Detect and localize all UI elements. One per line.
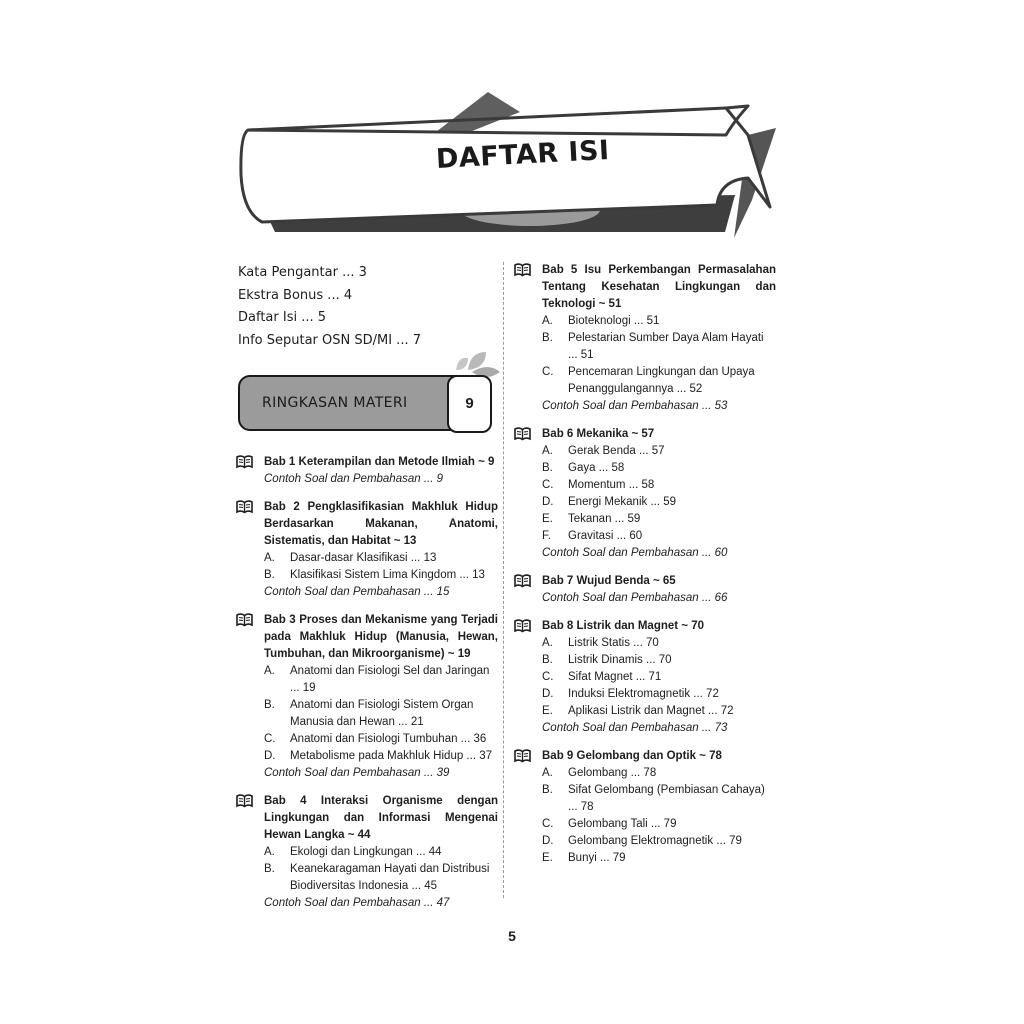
toc-subitem [264,697,498,731]
example-link: Contoh Soal dan Pembahasan ... 53 [542,400,728,412]
chapter-title: Bab 3 Proses dan Mekanisme yang Terjadi pada Makhluk Hidup (Manusia, Hewan, Tumbuhan, dan Mikroorganisme) ~ 19 [264,614,498,660]
example-link: Contoh Soal dan Pembahasan ... 60 [542,547,728,559]
subitem-letter: C. [542,479,554,491]
example-link: Contoh Soal dan Pembahasan ... 66 [542,592,728,604]
toc-subitem [542,364,776,398]
subitem-text: Gravitasi ... 60 [568,530,643,542]
chapter-title: Bab 2 Pengklasifikasian Makhluk Hidup Berdasarkan Makanan, Anatomi, Sistematis, dan Habitat ~ 13 [264,501,498,547]
toc-subitem [264,844,498,861]
example-link: Contoh Soal dan Pembahasan ... 15 [264,586,450,598]
subitem-text: Listrik Statis ... 70 [568,637,659,649]
page-title: DAFTAR ISI [435,134,611,175]
column-divider [503,262,504,898]
subitem-text: Sifat Magnet ... 71 [568,671,662,683]
subitem-text: Metabolisme pada Makhluk Hidup ... 37 [290,750,492,762]
subitem-letter: D. [542,496,554,508]
book-icon [236,613,253,627]
subitem-text: Bunyi ... 79 [568,852,626,864]
chapter-title: Bab 8 Listrik dan Magnet ~ 70 [542,620,705,632]
subitem-text: Dasar-dasar Klasifikasi ... 13 [290,552,437,564]
subitem-letter: E. [542,513,553,525]
banner-fold-top [432,92,520,135]
subitem-letter: B. [542,462,553,474]
subitem-text: Gerak Benda ... 57 [568,445,665,457]
toc-subitem [542,511,776,528]
section-page-number: 9 [447,375,492,433]
section-label: RINGKASAN MATERI [262,395,408,411]
leaf-icon [456,358,468,370]
toc-subitem [542,816,776,833]
subitem-text: Pencemaran Lingkungan dan Upaya Penanggulangannya ... 52 [568,366,755,395]
banner-graphic [0,0,1024,460]
toc-subitem [542,782,776,816]
subitem-text: Anatomi dan Fisiologi Tumbuhan ... 36 [290,733,487,745]
toc-subitem [542,669,776,686]
chapter-title: Bab 7 Wujud Benda ~ 65 [542,575,676,587]
example-link: Contoh Soal dan Pembahasan ... 39 [264,767,450,779]
example-link: Contoh Soal dan Pembahasan ... 9 [264,473,444,485]
chapter-title: Bab 6 Mekanika ~ 57 [542,428,655,440]
toc-subitem [542,652,776,669]
toc-subitem [542,528,776,545]
toc-left-column [236,454,498,923]
subitem-text: Klasifikasi Sistem Lima Kingdom ... 13 [290,569,485,581]
subitem-text: Pelestarian Sumber Daya Alam Hayati ... 51 [568,332,764,361]
toc-subitem [264,550,498,567]
subitem-letter: A. [542,445,553,457]
subitem-letter: A. [542,767,553,779]
toc-subitem [264,861,498,895]
subitem-letter: D. [542,688,554,700]
example-link: Contoh Soal dan Pembahasan ... 73 [542,722,728,734]
book-icon [514,263,531,277]
subitem-letter: A. [264,665,275,677]
book-icon [236,794,253,808]
subitem-letter: A. [264,846,275,858]
page-number: 5 [508,928,516,944]
subitem-text: Listrik Dinamis ... 70 [568,654,672,666]
intro-item: Ekstra Bonus ... 4 [238,287,353,303]
subitem-letter: B. [264,699,275,711]
toc-subitem [542,850,776,867]
chapter-title: Bab 9 Gelombang dan Optik ~ 78 [542,750,722,762]
subitem-letter: D. [542,835,554,847]
toc-chapter [236,454,498,488]
subitem-text: Energi Mekanik ... 59 [568,496,677,508]
intro-item: Daftar Isi ... 5 [238,310,327,325]
subitem-letter: A. [264,552,275,564]
subitem-letter: C. [542,366,554,378]
toc-chapter [514,618,776,737]
book-icon [514,749,531,763]
book-icon [236,455,253,469]
toc-subitem [542,686,776,703]
example-link: Contoh Soal dan Pembahasan ... 47 [264,897,450,909]
chapter-title: Bab 1 Keterampilan dan Metode Ilmiah ~ 9 [264,456,495,468]
intro-item: Info Seputar OSN SD/MI ... 7 [238,332,421,348]
toc-subitem [542,477,776,494]
subitem-letter: B. [542,654,553,666]
subitem-letter: B. [264,569,275,581]
subitem-text: Gaya ... 58 [568,462,625,474]
toc-chapter [514,262,776,415]
subitem-text: Anatomi dan Fisiologi Sistem Organ Manusia dan Hewan ... 21 [290,699,474,728]
toc-subitem [542,460,776,477]
subitem-text: Sifat Gelombang (Pembiasan Cahaya) ... 78 [568,784,765,813]
intro-item: Kata Pengantar ... 3 [238,265,367,280]
subitem-letter: C. [542,818,554,830]
intro-list [238,262,421,352]
subitem-text: Aplikasi Listrik dan Magnet ... 72 [568,705,734,717]
subitem-text: Tekanan ... 59 [568,513,641,525]
subitem-text: Induksi Elektromagnetik ... 72 [568,688,719,700]
toc-subitem [542,330,776,364]
toc-subitem [542,494,776,511]
subitem-letter: F. [542,530,551,542]
subitem-letter: B. [264,863,275,875]
toc-subitem [542,765,776,782]
book-icon [236,500,253,514]
subitem-text: Gelombang ... 78 [568,767,657,779]
subitem-letter: E. [542,705,553,717]
chapter-title: Bab 5 Isu Perkembangan Permasalahan Tentang Kesehatan Lingkungan dan Teknologi ~ 51 [542,264,776,310]
subitem-text: Ekologi dan Lingkungan ... 44 [290,846,442,858]
subitem-text: Anatomi dan Fisiologi Sel dan Jaringan ... 19 [290,665,490,694]
toc-subitem [542,833,776,850]
subitem-letter: A. [542,315,553,327]
toc-chapter [514,748,776,867]
toc-chapter [514,573,776,607]
subitem-text: Bioteknologi ... 51 [568,315,660,327]
toc-right-column [514,262,776,878]
subitem-letter: C. [264,733,276,745]
toc-subitem [542,443,776,460]
subitem-text: Gelombang Elektromagnetik ... 79 [568,835,742,847]
subitem-letter: B. [542,784,553,796]
subitem-text: Gelombang Tali ... 79 [568,818,677,830]
chapter-title: Bab 4 Interaksi Organisme dengan Lingkungan dan Informasi Mengenai Hewan Langka ~ 44 [264,795,498,841]
leaf-icon [468,352,486,370]
toc-subitem [264,663,498,697]
toc-chapter [236,793,498,912]
toc-subitem [542,313,776,330]
toc-subitem [542,635,776,652]
toc-subitem [542,703,776,720]
toc-chapter [514,426,776,562]
toc-chapter [236,499,498,601]
book-icon [514,619,531,633]
toc-subitem [264,748,498,765]
subitem-letter: A. [542,637,553,649]
subitem-letter: C. [542,671,554,683]
toc-subitem [264,567,498,584]
subitem-letter: B. [542,332,553,344]
toc-subitem [264,731,498,748]
section-header [238,375,492,433]
book-icon [514,427,531,441]
subitem-letter: D. [264,750,276,762]
subitem-text: Momentum ... 58 [568,479,655,491]
subitem-letter: E. [542,852,553,864]
subitem-text: Keanekaragaman Hayati dan Distribusi Biodiversitas Indonesia ... 45 [290,863,490,892]
toc-chapter [236,612,498,782]
book-icon [514,574,531,588]
